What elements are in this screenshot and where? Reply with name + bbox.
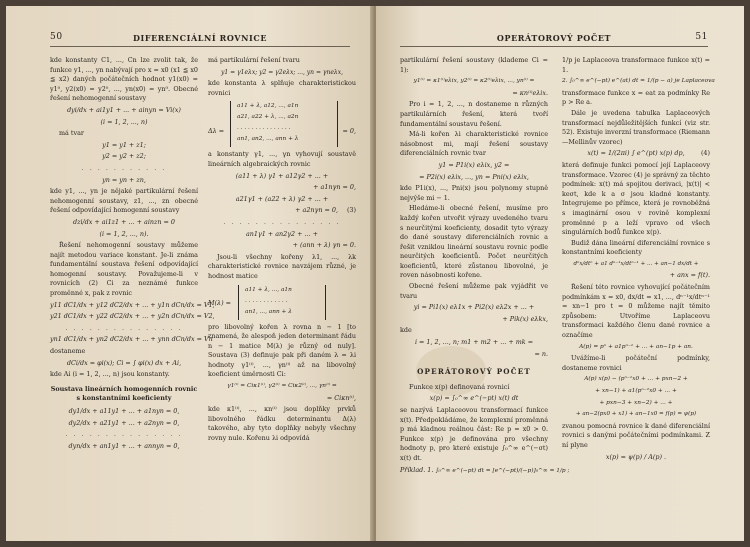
left-column-2 [208, 56, 356, 445]
paragraph: Funkce x(p) definovaná rovnicí [409, 382, 510, 391]
equation: dy1/dx + a11y1 + ... + a1nyn = 0, [68, 407, 180, 415]
paragraph: 1/p je Laplaceova transformace funkce x(t) = 1. [562, 56, 710, 74]
paragraph: Pro i = 1, 2, ..., n dostaneme n různých partikulárních řešení, která tvoří fundamentální soustavu řešení. [400, 100, 548, 128]
equation: yn = yn + zn, [102, 175, 146, 184]
equation: = Ciκn⁽ⁱ⁾, [326, 393, 356, 402]
equation: = P2i(x) eλix, ..., yn = Pni(x) eλix, [419, 172, 529, 181]
equation: x(t) = 1/(2πi) ∫ e^(pt) x(p) dp, [587, 149, 685, 158]
paragraph: má tvar [59, 129, 84, 138]
equation: yn1 dC1/dx + yn2 dC2/dx + ... + ynn dCn/dx = Vn [50, 335, 213, 344]
equation: x(p) = ∫₀^∞ e^(−pt) x(t) dt [429, 394, 519, 403]
equation: dyi/dx + ai1y1 + ... + ainyn = Vi(x) [67, 105, 181, 114]
equation: 2. ∫₀^∞ e^(−pt) e^(at) dt = 1/(p − a) je Laplaceova [562, 78, 715, 85]
left-page-header [50, 30, 350, 47]
running-title: DIFERENCIÁLNÍ ROVNICE [132, 33, 268, 43]
ellipsis-row: . . . . . . . . . . . [81, 163, 167, 172]
page-number: 50 [50, 32, 63, 42]
paragraph: Jsou-li všechny kořeny λ1, ..., λk charakteristické rovnice navzájem různé, je hodnost matice [208, 252, 356, 280]
paragraph: Budiž dána lineární diferenciální rovnice s konstantními koeficienty [562, 238, 710, 257]
paragraph: Obecné řešení můžeme pak vyjádřit ve tvaru [400, 282, 548, 300]
left-column-1 [50, 56, 215, 453]
paragraph: a konstanty γ1, ..., γn vyhovují soustavě lineárních algebraických rovnic [208, 150, 356, 168]
paragraph: která definuje funkci pomocí její Laplaceovy transformace. Vzorec (4) je správný za těchto podmínek: x(t) má spojitou derivaci, |x(t)| < keσt, kde k a σ jsou kladné konstanty. Integrujeme po přímce, která je rovnoběžná s imaginární osou v rovině komplexní proměnné p a leží vpravo od všech singulárních bodů funkce x(p). [562, 160, 710, 237]
matrix-label: M(λ) = [208, 298, 231, 307]
paragraph: kde konstanty C1, ..., Cn lze zvolit tak, že funkce y1, ..., yn nabývají pro x = x0 (x1 ≦ x0 ≦ x2) daných počátečních hodnot y1(x0) = y1⁰, y2(x0) = y2⁰, ..., yn(x0) = yn⁰. Obecné řešení nehomogenní soustavy [50, 56, 198, 103]
matrix-row: an1, ..., ann + λ [245, 308, 292, 315]
equation: x(p) = ψ(p) / A(p) . [605, 452, 667, 461]
equation: + pxn−3 + xn−2) + ... + [599, 399, 673, 406]
equation: (a11 + λ) γ1 + a12γ2 + ... + [235, 171, 329, 180]
equation: dCi/dx = φi(x); Ci = ∫ φi(x) dx + Ai, [66, 358, 182, 367]
equation: + a2nγn = 0, [295, 206, 338, 215]
determinant-label: Δλ = [208, 127, 225, 136]
paragraph: dostaneme [50, 347, 86, 356]
equation: y1⁽ⁱ⁾ = κ1⁽ⁱ⁾eλix, y2⁽ⁱ⁾ = κ2⁽ⁱ⁾eλix, ..., yn⁽ⁱ⁾ = [413, 78, 535, 85]
section-heading: Soustava lineárních homogenních rovnic s konstantními koeficienty [50, 384, 198, 403]
paragraph: Dále je uvedena tabulka Laplaceových transformací nejdůležitějších funkcí (viz str. 52). Existuje inverzní transformace (Riemann—Mellinův vzorec) [562, 108, 710, 146]
paragraph: Řešení této rovnice vyhovující počátečním podmínkám x = x0, dx/dt = x1, ..., dⁿ⁻¹x/dtⁿ⁻¹ = xn−1 pro t = 0 můžeme najít těmito způsobem: Utvoříme Laplaceovu transformaci každého členu dané rovnice a označíme [562, 283, 710, 340]
equation: y1 = y1 + z1; [102, 140, 146, 149]
matrix-row: . . . . . . . . . . . . [245, 297, 288, 304]
paragraph: kde κ1⁽ⁱ⁾, ..., κn⁽ⁱ⁾ jsou doplňky prvků libovolného řádku determinantu Δ(λ) takového, aby tyto doplňky nebyly všechny rovny nule. Kořenu λi odpovídá [208, 405, 356, 443]
determinant-matrix [230, 101, 338, 147]
equation: (i = 1, 2, ..., n) [100, 117, 148, 126]
page-number: 51 [695, 32, 708, 42]
equation: yi = Pi1(x) eλ1x + Pi2(x) eλ2x + ... + [413, 303, 535, 312]
ellipsis-row: . . . . . . . . . . . . . . . [65, 430, 183, 439]
equation: + anx = f(t). [669, 271, 710, 280]
book-spread [6, 6, 744, 541]
equation: (i = 1, 2, ..., n). [99, 229, 149, 238]
equation: + an−2(px0 + x1) + an−1x0 = f(p) = ψ(p) [575, 411, 697, 418]
equation: + Pik(x) eλkx, [502, 314, 548, 323]
matrix-row: a11 + λ, ..., a1n [245, 286, 292, 293]
equation-block [208, 206, 356, 216]
paragraph: Uvážíme-li počáteční podmínky, dostaneme rovnici [562, 354, 710, 372]
paragraph: transformace funkce x = eat za podmínky Re p > Re a. [562, 88, 710, 107]
right-column-1 [400, 56, 570, 478]
example-1 [400, 465, 570, 477]
ellipsis-row: . . . . . . . . . . . . . . . [65, 323, 183, 332]
right-page-header [400, 30, 708, 47]
paragraph: má partikulární řešení tvaru [208, 56, 300, 64]
ellipsis-row: . . . . . . . . . . . . . . . [223, 217, 341, 226]
equation-number: (3) [346, 206, 356, 215]
paragraph: kde konstanta λ splňuje charakteristickou rovnici [208, 79, 356, 97]
matrix-row: an1, an2, ..., ann + λ [237, 136, 299, 143]
paragraph: kde y1, ..., yn je nějaké partikulární řešení nehomogenní soustavy, z1, ..., zn obecné řešení odpovídající homogenní soustavy [50, 187, 198, 215]
equation: + a1nγn = 0, [313, 183, 356, 192]
paragraph: Řešení nehomogenní soustavy můžeme najít metodou variace konstant. Je-li známa fundamentální soustava řešení odpovídající homogenní soustavy. Považujeme-li v rovnicích (2) Ci za neznámé funkce proměnné x, pak z rovnic [50, 241, 198, 298]
equation: γ1⁽ⁱ⁾ = Ciκ1⁽ⁱ⁾, γ2⁽ⁱ⁾ = Ciκ2⁽ⁱ⁾, ..., γn⁽ⁱ⁾ = [227, 383, 337, 390]
determinant-equals: = 0, [342, 127, 356, 136]
paragraph: Má-li kořen λi charakteristické rovnice násobnost mi, mají řešení soustavy diferenciálních rovnic tvar [400, 130, 548, 158]
equation: y11 dC1/dx + y12 dC2/dx + ... + y1n dCn/dx = V1, [50, 300, 215, 309]
equation: + xn−1) + a1(pⁿ⁻²x0 + ... + [595, 388, 677, 394]
paragraph: partikulární řešení soustavy (klademe Ci = 1): [400, 56, 548, 74]
equation: A(p) = pⁿ + a1pⁿ⁻¹ + ... + an−1p + an. [579, 343, 693, 350]
paragraph: kde Ai (i = 1, 2, ..., n) jsou konstanty. [50, 370, 170, 379]
running-title: OPERÁTOROVÝ POČET [496, 33, 612, 43]
equation: y1 = P1i(x) eλix, y2 = [438, 160, 510, 169]
paragraph: kde [400, 326, 412, 335]
equation-number: (4) [700, 149, 710, 158]
equation: dyn/dx + an1y1 + ... + annyn = 0, [68, 441, 180, 450]
right-column-2 [562, 56, 715, 464]
equation: a21γ1 + (a22 + λ) γ2 + ... + [235, 194, 329, 203]
matrix-row: a11 + λ, a12, ..., a1n [237, 103, 299, 110]
equation: = n. [534, 349, 548, 358]
equation: y2 = y2 + z2; [102, 152, 146, 161]
paragraph: Hledáme-li obecné řešení, musíme pro každý kořen utvořit výrazy uvedeného tvaru s neurčitými koeficienty, dosadit tyto výrazy do dané soustavy diferenciálních rovnic a řešit vzniklou lineární soustavu rovnic podle neurčitých koeficientů. Počet neurčitých koeficientů, které zůstanou libovolné, je roven násobnosti kořene. [400, 204, 548, 280]
equation: i = 1, 2, ..., n; m1 + m2 + ... + mk = [414, 338, 534, 347]
paragraph: se nazývá Laplaceovou transformací funkce x(t). Předpokládáme, že komplexní proměnná p má kladnou reálnou část: Re p = x0 > 0. Funkce x(p) je definována pro všechny hodnoty p, pro které existuje ∫₀^∞ e^(−σt) x(t) dt. [400, 406, 548, 462]
matrix-row: . . . . . . . . . . . . . . . [237, 125, 291, 132]
characteristic-determinant [208, 101, 356, 147]
equation: y1 = γ1eλx; y2 = γ2eλx; ..., yn = γneλx, [221, 68, 343, 76]
example-number: 1. [427, 465, 434, 474]
equation: dy2/dx + a21y1 + ... + a2nyn = 0, [68, 418, 180, 427]
equation: + (ann + λ) γn = 0. [292, 241, 356, 250]
left-page [6, 6, 374, 541]
section-heading: OPERÁTOROVÝ POČET [417, 367, 531, 377]
equation: y21 dC1/dx + y22 dC2/dx + ... + y2n dCn/dx = V2, [50, 312, 215, 321]
matrix-M [208, 285, 356, 320]
paragraph: zvanou pomocná rovnice k dané diferenciální rovnici s danými počátečními podmínkami. Z ní plyne [562, 421, 710, 449]
right-page [376, 6, 744, 541]
example-label: Příklad. [400, 465, 426, 474]
paragraph: pro libovolný kořen λ rovna n − 1 [to znamená, že alespoň jeden determinant řádu n − 1 matice M(λ) je různý od nuly]. Soustava (3) definuje pak při daném λ = λi hodnoty γ1⁽ⁱ⁾, ..., γn⁽ⁱ⁾ až na libovolný koeficient úměrnosti Ci: [208, 322, 356, 379]
equation: = κn⁽ⁱ⁾eλix. [512, 88, 548, 97]
equation: dzi/dx + ai1z1 + ... + ainzn = 0 [73, 217, 175, 226]
matrix-body [238, 285, 326, 320]
equation: ∫₀^∞ e^(−pt) dt = [e^(−pt)/(−p)]₀^∞ = 1/p ; [435, 467, 570, 474]
equation-block [562, 149, 710, 159]
paragraph: kde P1i(x), ..., Pni(x) jsou polynomy stupně nejvýše mi − 1. [400, 184, 548, 202]
matrix-row: a21, a22 + λ, ..., a2n [237, 114, 299, 121]
equation: an1γ1 + an2γ2 + ... + [245, 229, 319, 238]
equation: dⁿx/dtⁿ + a1 dⁿ⁻¹x/dtⁿ⁻¹ + ... + an−1 dx/dt + [573, 260, 699, 267]
equation: A(p) x(p) − (pⁿ⁻¹x0 + ... + pxn−2 + [584, 376, 688, 383]
